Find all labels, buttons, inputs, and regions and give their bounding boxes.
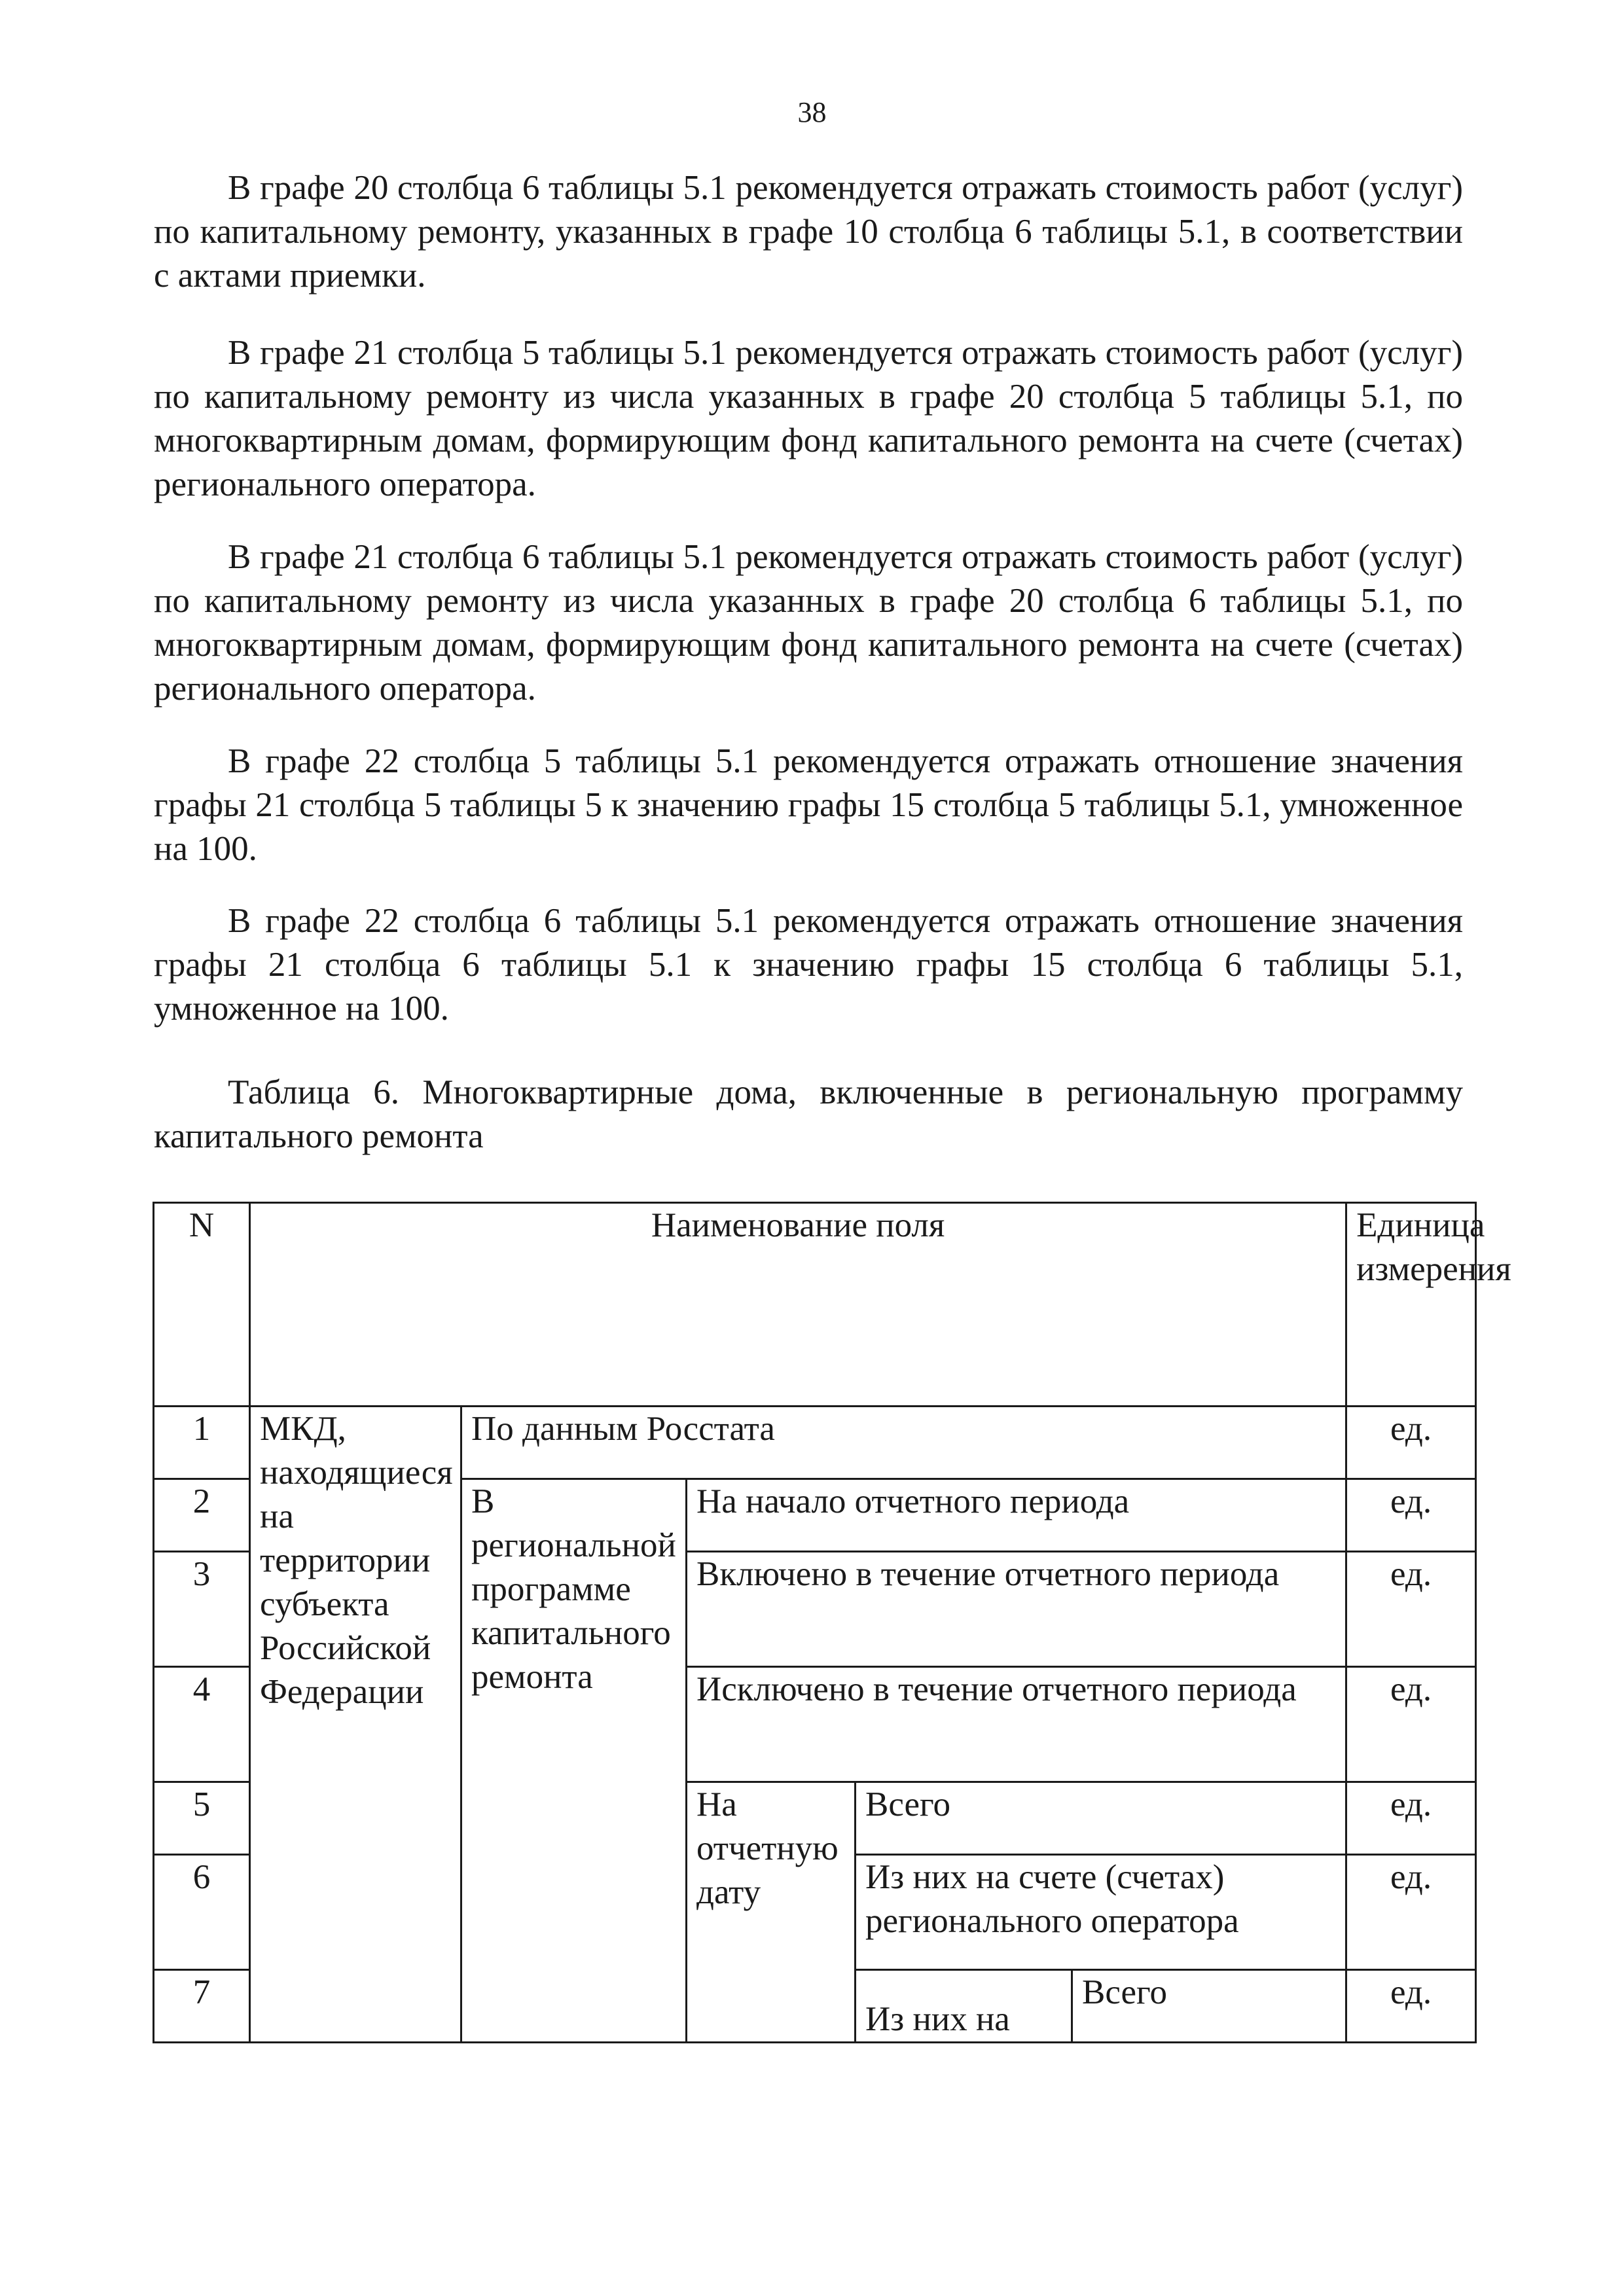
row-unit: ед. [1346,1970,1476,2043]
paragraph-1: В графе 20 столбца 6 таблицы 5.1 рекомендуется отражать стоимость работ (услуг) по капитальному ремонту, указанных в графе 10 столбца 6 таблицы 5.1, в соответствии с актами приемки. [154,169,1463,295]
table-header-row [154,1203,1476,1407]
row-label: Всего [1072,1970,1346,2043]
paragraph-2: В графе 21 столбца 5 таблицы 5.1 рекомендуется отражать стоимость работ (услуг) по капитальному ремонту из числа указанных в графе 20 столбца 5 таблицы 5.1, по многоквартирным домам, формирующим фонд капитального ремонта на счете (счетах) регионального оператора. [154,334,1463,503]
row-unit: ед. [1346,1855,1476,1970]
row-label: На начало отчетного периода [687,1479,1346,1552]
row-label: Включено в течение отчетного периода [687,1552,1346,1667]
row-number: 4 [154,1667,250,1782]
group-mkd: МКД, находящиеся на территории субъекта Российской Федерации [250,1407,461,2043]
row-unit: ед. [1346,1479,1476,1552]
group-of-them-on: Из них на [856,1970,1072,2043]
row-unit: ед. [1346,1407,1476,1479]
header-field-name: Наименование поля [250,1203,1346,1407]
paragraph-4: В графе 22 столбца 5 таблицы 5.1 рекомендуется отражать отношение значения графы 21 столбца 5 таблицы 5 к значению графы 15 столбца 5 таблицы 5.1, умноженное на 100. [154,742,1463,868]
row-number: 3 [154,1552,250,1667]
row-label: Из них на счете (счетах) регионального оператора [856,1855,1346,1970]
row-label: Всего [856,1782,1346,1855]
table-caption: Таблица 6. Многоквартирные дома, включенные в региональную программу капитального ремонта [154,1073,1463,1155]
group-in-program: В региональной программе капитального ремонта [461,1479,687,2043]
row-number: 2 [154,1479,250,1552]
row-unit: ед. [1346,1782,1476,1855]
mkd-table [153,1202,1511,2043]
paragraph-3: В графе 21 столбца 6 таблицы 5.1 рекомендуется отражать стоимость работ (услуг) по капитальному ремонту из числа указанных в графе 20 столбца 6 таблицы 5.1, по многоквартирным домам, формирующим фонд капитального ремонта на счете (счетах) регионального оператора. [154,538,1463,708]
group-on-date: На отчетную дату [687,1782,856,2043]
table-row [154,1407,1476,1479]
header-n: N [154,1203,250,1407]
row-number: 1 [154,1407,250,1479]
paragraph-5: В графе 22 столбца 6 таблицы 5.1 рекомендуется отражать отношение значения графы 21 столбца 6 таблицы 5.1 к значению графы 15 столбца 6 таблицы 5.1, умноженное на 100. [154,902,1463,1028]
row-number: 5 [154,1782,250,1855]
row-unit: ед. [1346,1667,1476,1782]
header-unit: Единица измерения [1346,1203,1476,1407]
row-label: По данным Росстата [461,1407,1346,1479]
page-number: 38 [797,96,827,128]
row-unit: ед. [1346,1552,1476,1667]
row-label: Исключено в течение отчетного периода [687,1667,1346,1782]
row-number: 7 [154,1970,250,2043]
row-number: 6 [154,1855,250,1970]
